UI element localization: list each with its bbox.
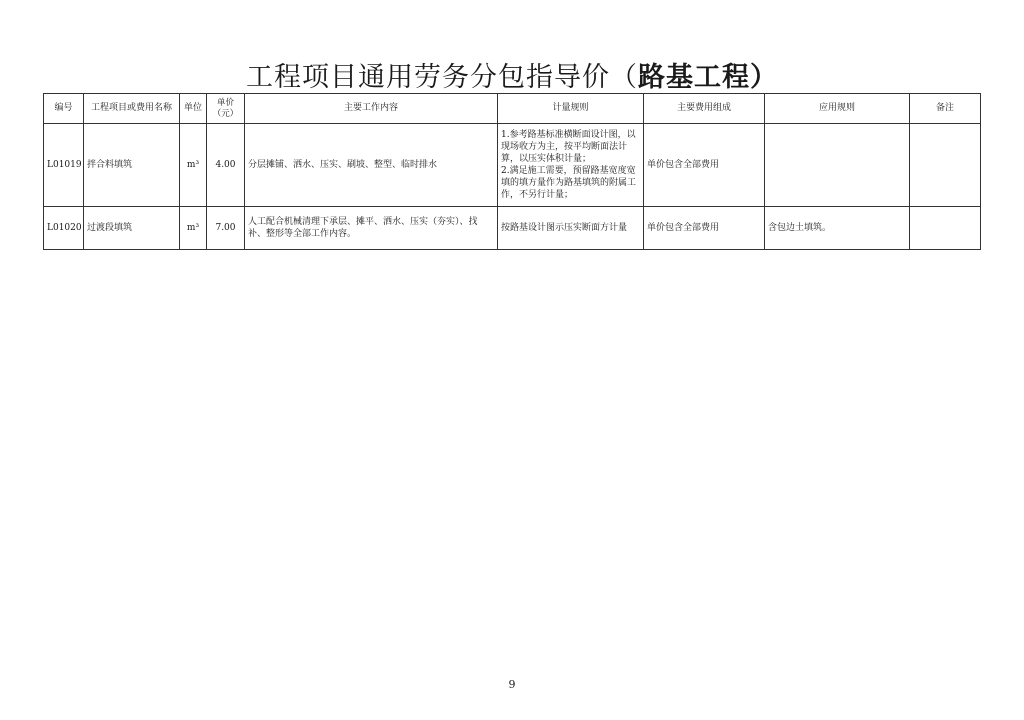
table-row <box>44 124 981 207</box>
header-price-line2: （元） <box>212 108 239 119</box>
header-price <box>207 94 245 124</box>
table-header-row <box>44 94 981 124</box>
cell-code: L01019 <box>44 124 84 207</box>
cell-unit: m³ <box>180 207 207 250</box>
cell-measure: 按路基设计图示压实断面方计量 <box>498 207 644 250</box>
cell-cost: 单价包含全部费用 <box>644 207 765 250</box>
page-title-bold: 路基工程） <box>638 62 778 93</box>
cell-rule: 含包边土填筑。 <box>765 207 910 250</box>
header-content: 主要工作内容 <box>245 94 498 124</box>
cell-content: 人工配合机械清理下承层、摊平、洒水、压实（夯实）、找补、整形等全部工作内容。 <box>245 207 498 250</box>
page-number: 9 <box>508 678 516 691</box>
cell-code: L01020 <box>44 207 84 250</box>
page-title-main: 工程项目通用劳务分包指导价（ <box>246 62 638 93</box>
cell-note <box>910 124 981 207</box>
page-title <box>0 62 1024 94</box>
cell-price: 7.00 <box>207 207 245 250</box>
cell-note <box>910 207 981 250</box>
cell-rule <box>765 124 910 207</box>
header-unit: 单位 <box>180 94 207 124</box>
cell-content: 分层摊铺、洒水、压实、刷坡、整型、临时排水 <box>245 124 498 207</box>
header-measure: 计量规则 <box>498 94 644 124</box>
header-name: 工程项目或费用名称 <box>84 94 180 124</box>
table-row <box>44 207 981 250</box>
price-table <box>43 93 981 250</box>
cell-price: 4.00 <box>207 124 245 207</box>
header-note: 备注 <box>910 94 981 124</box>
cell-cost: 单价包含全部费用 <box>644 124 765 207</box>
header-rule: 应用规则 <box>765 94 910 124</box>
cell-name: 过渡段填筑 <box>84 207 180 250</box>
header-cost: 主要费用组成 <box>644 94 765 124</box>
header-code: 编号 <box>44 94 84 124</box>
header-price-line1: 单价 <box>216 97 234 108</box>
cell-measure: 1.参考路基标准横断面设计图，以现场收方为主，按平均断面法计算，以压实体积计量； 2.满足施工需要，预留路基宽度宽填的填方量作为路基填筑的附属工作，不另行计量； <box>498 124 644 207</box>
cell-name: 拌合料填筑 <box>84 124 180 207</box>
cell-unit: m³ <box>180 124 207 207</box>
